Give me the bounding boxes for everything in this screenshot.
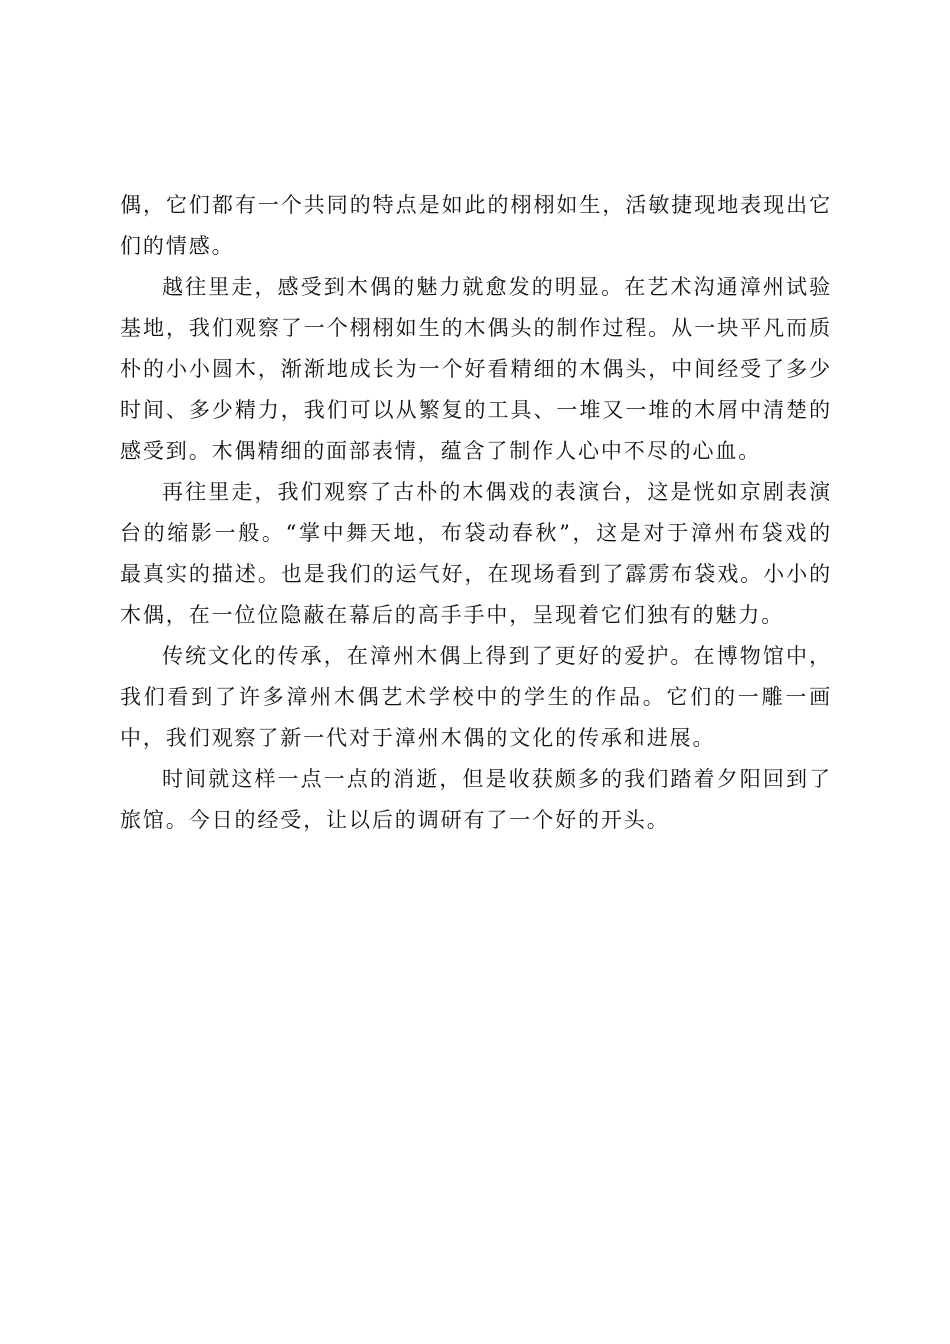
paragraph-wood-carving: 越往里走，感受到木偶的魅力就愈发的明显。在艺术沟通漳州试验基地，我们观察了一个栩栩如生的木偶头的制作过程。从一块平凡而质朴的小小圆木，渐渐地成长为一个好看精细的木偶头，中间经受了多少时间、多少精力，我们可以从繁复的工具、一堆又一堆的木屑中清楚的感受到。木偶精细的面部表情，蕴含了制作人心中不尽的心血。: [120, 275, 832, 463]
paragraph-stage: 再往里走，我们观察了古朴的木偶戏的表演台，这是恍如京剧表演台的缩影一般。“掌中舞天地，布袋动春秋”，这是对于漳州布袋戏的最真实的描述。也是我们的运气好，在现场看到了霹雳布袋戏。小小的木偶，在一位位隐蔽在幕后的高手手中，呈现着它们独有的魅力。: [120, 480, 832, 627]
paragraph-continued: 偶，它们都有一个共同的特点是如此的栩栩如生，活敏捷现地表现出它们的情感。: [120, 193, 832, 258]
paragraph-closing: 时间就这样一点一点的消逝，但是收获颇多的我们踏着夕阳回到了旅馆。今日的经受，让以后的调研有了一个好的开头。: [120, 767, 832, 832]
paragraph-inheritance: 传统文化的传承，在漳州木偶上得到了更好的爱护。在博物馆中，我们看到了许多漳州木偶艺术学校中的学生的作品。它们的一雕一画中，我们观察了新一代对于漳州木偶的文化的传承和进展。: [120, 644, 832, 750]
document-body: [120, 185, 832, 841]
